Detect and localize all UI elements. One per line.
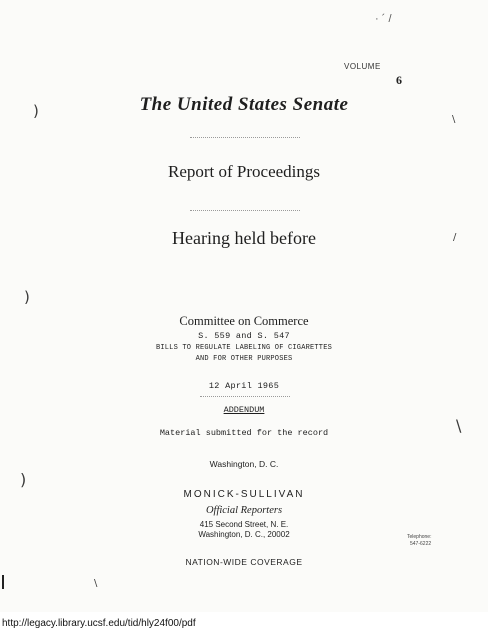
margin-mark-bottom: \ bbox=[94, 578, 98, 589]
margin-mark-left-3: ) bbox=[20, 470, 27, 489]
divider-1 bbox=[190, 137, 300, 138]
reporter-role: Official Reporters bbox=[205, 505, 283, 516]
coverage-line: NATION-WIDE COVERAGE bbox=[185, 557, 303, 567]
margin-mark-right-2: / bbox=[453, 232, 457, 243]
divider-2 bbox=[190, 210, 300, 211]
address-line-2: Washington, D. C., 20002 bbox=[198, 530, 290, 539]
addendum-heading: ADDENDUM bbox=[223, 405, 265, 415]
bill-title-line-1: BILLS TO REGULATE LABELING OF CIGARETTES bbox=[155, 344, 333, 352]
hearing-title: Hearing held before bbox=[172, 228, 316, 248]
margin-mark-left-2: ) bbox=[24, 288, 30, 306]
source-footer bbox=[0, 612, 488, 640]
material-note: Material submitted for the record bbox=[159, 428, 329, 438]
hearing-location: Washington, D. C. bbox=[209, 459, 279, 469]
margin-mark-right-1: \ bbox=[452, 114, 456, 125]
left-edge-bar bbox=[2, 575, 4, 589]
telephone-number: 547-6222 bbox=[410, 541, 432, 547]
corner-marks: · ´ / bbox=[375, 13, 392, 25]
bill-title-line-2: AND FOR OTHER PURPOSES bbox=[195, 355, 293, 363]
volume-number: 6 bbox=[396, 73, 402, 87]
divider-3 bbox=[200, 396, 290, 397]
committee-name: Committee on Commerce bbox=[179, 314, 309, 328]
bill-numbers: S. 559 and S. 547 bbox=[198, 331, 290, 341]
report-title: Report of Proceedings bbox=[167, 162, 321, 181]
volume-label: VOLUME bbox=[344, 62, 381, 71]
margin-mark-right-3: \ bbox=[456, 416, 462, 435]
telephone-label: Telephone: bbox=[407, 534, 432, 540]
hearing-date: 12 April 1965 bbox=[208, 381, 280, 391]
margin-mark-left-1: ) bbox=[33, 102, 39, 120]
address-line-1: 415 Second Street, N. E. bbox=[199, 520, 289, 529]
senate-title: The United States Senate bbox=[139, 94, 349, 115]
source-url-link[interactable]: http://legacy.library.ucsf.edu/tid/hly24f00/pdf bbox=[2, 618, 196, 629]
reporter-firm: MONICK-SULLIVAN bbox=[183, 489, 305, 500]
